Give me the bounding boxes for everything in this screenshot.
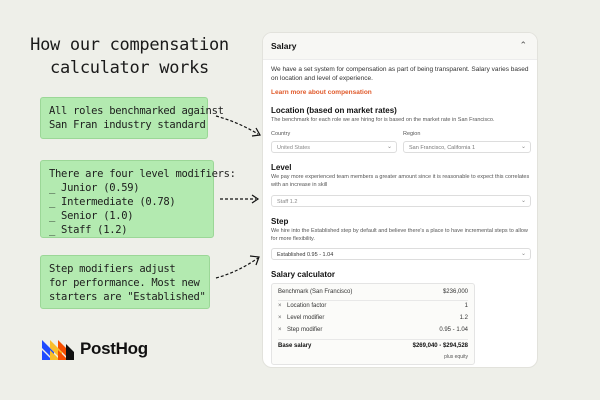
note-step: [40, 255, 210, 309]
level-value: Staff 1.2: [277, 198, 298, 205]
calc-row-step: [278, 327, 468, 337]
note-benchmark: [40, 97, 224, 139]
calc-row-level: [278, 315, 468, 325]
intro-text: We have a set system for compensation as part of being transparent. Salary varies based on location and level of experience.: [271, 66, 529, 82]
country-select[interactable]: [271, 141, 397, 153]
chevron-down-icon: ⌄: [386, 144, 392, 150]
note-line: All roles benchmarked against: [49, 105, 224, 117]
location-desc: The benchmark for each role we are hiring for is based on the market rate in San Francisco.: [271, 117, 495, 123]
step-modifier-value: 0.95 - 1.04: [439, 327, 468, 333]
region-value: San Francisco, California 1: [409, 144, 476, 151]
calculator-title: Salary calculator: [271, 270, 336, 279]
note-line: for performance. Most new: [49, 277, 200, 289]
step-title: Step: [271, 217, 289, 226]
region-select[interactable]: [403, 141, 531, 153]
divider: [278, 300, 468, 301]
note-line: _ Staff (1.2): [49, 224, 128, 236]
panel-title: Salary: [271, 41, 297, 51]
heading-line-2: calculator works: [50, 58, 209, 78]
step-desc: We hire into the Established step by default and believe there's a place to have incremental steps to allow for more flexibility.: [271, 228, 528, 242]
posthog-logo: [42, 338, 148, 360]
note-line: _ Senior (1.0): [49, 210, 134, 222]
note-line: starters are "Established": [49, 291, 206, 303]
note-line: _ Intermediate (0.78): [49, 196, 176, 208]
country-value: United States: [277, 144, 311, 151]
page-heading: [22, 34, 237, 80]
level-modifier-label: Level modifier: [287, 315, 325, 321]
step-select[interactable]: [271, 248, 531, 260]
country-label: Country: [271, 131, 291, 137]
step-modifier-label: Step modifier: [287, 327, 323, 333]
heading-line-1: How our compensation: [30, 35, 229, 55]
chevron-down-icon: ⌄: [520, 144, 526, 150]
note-levels: [40, 160, 236, 238]
chevron-down-icon: ⌄: [520, 251, 526, 257]
step-value: Established 0.95 - 1.04: [277, 251, 334, 258]
base-salary-value: $269,040 - $294,528: [412, 343, 468, 349]
logo-text: PostHog: [80, 339, 148, 358]
chevron-down-icon: ⌄: [520, 198, 526, 204]
multiply-icon: ×: [278, 315, 282, 321]
note-line: There are four level modifiers:: [49, 168, 236, 180]
level-desc: We pay more experienced team members a greater amount since it is reasonable to expect this correlates with an increase in skill: [271, 174, 530, 188]
chevron-up-icon[interactable]: ⌃: [519, 40, 527, 50]
note-line: Step modifiers adjust: [49, 263, 176, 275]
level-modifier-value: 1.2: [459, 315, 468, 321]
calc-row-total: [278, 343, 468, 353]
posthog-hedgehog-icon: [42, 338, 74, 360]
salary-calculator: [271, 283, 475, 365]
arrow-icon: [214, 252, 264, 282]
salary-panel: [262, 32, 538, 368]
level-select[interactable]: [271, 195, 531, 207]
calc-row-location: [278, 303, 468, 313]
benchmark-value: $236,000: [442, 289, 468, 295]
multiply-icon: ×: [278, 327, 282, 333]
level-title: Level: [271, 163, 292, 172]
arrow-icon: [218, 192, 262, 206]
base-salary-label: Base salary: [278, 343, 312, 349]
multiply-icon: ×: [278, 303, 282, 309]
region-label: Region: [403, 131, 421, 137]
divider: [278, 339, 468, 340]
calc-row-benchmark: [278, 289, 468, 299]
note-line: _ Junior (0.59): [49, 182, 140, 194]
learn-more-link[interactable]: Learn more about compensation: [271, 89, 372, 96]
location-factor-label: Location factor: [287, 303, 327, 309]
plus-equity-text: plus equity: [444, 354, 468, 360]
panel-header[interactable]: [263, 33, 537, 60]
location-title: Location (based on market rates): [271, 106, 397, 115]
arrow-icon: [214, 112, 264, 142]
benchmark-label: Benchmark (San Francisco): [278, 289, 353, 295]
note-line: San Fran industry standard: [49, 119, 206, 131]
location-factor-value: 1: [464, 303, 468, 309]
